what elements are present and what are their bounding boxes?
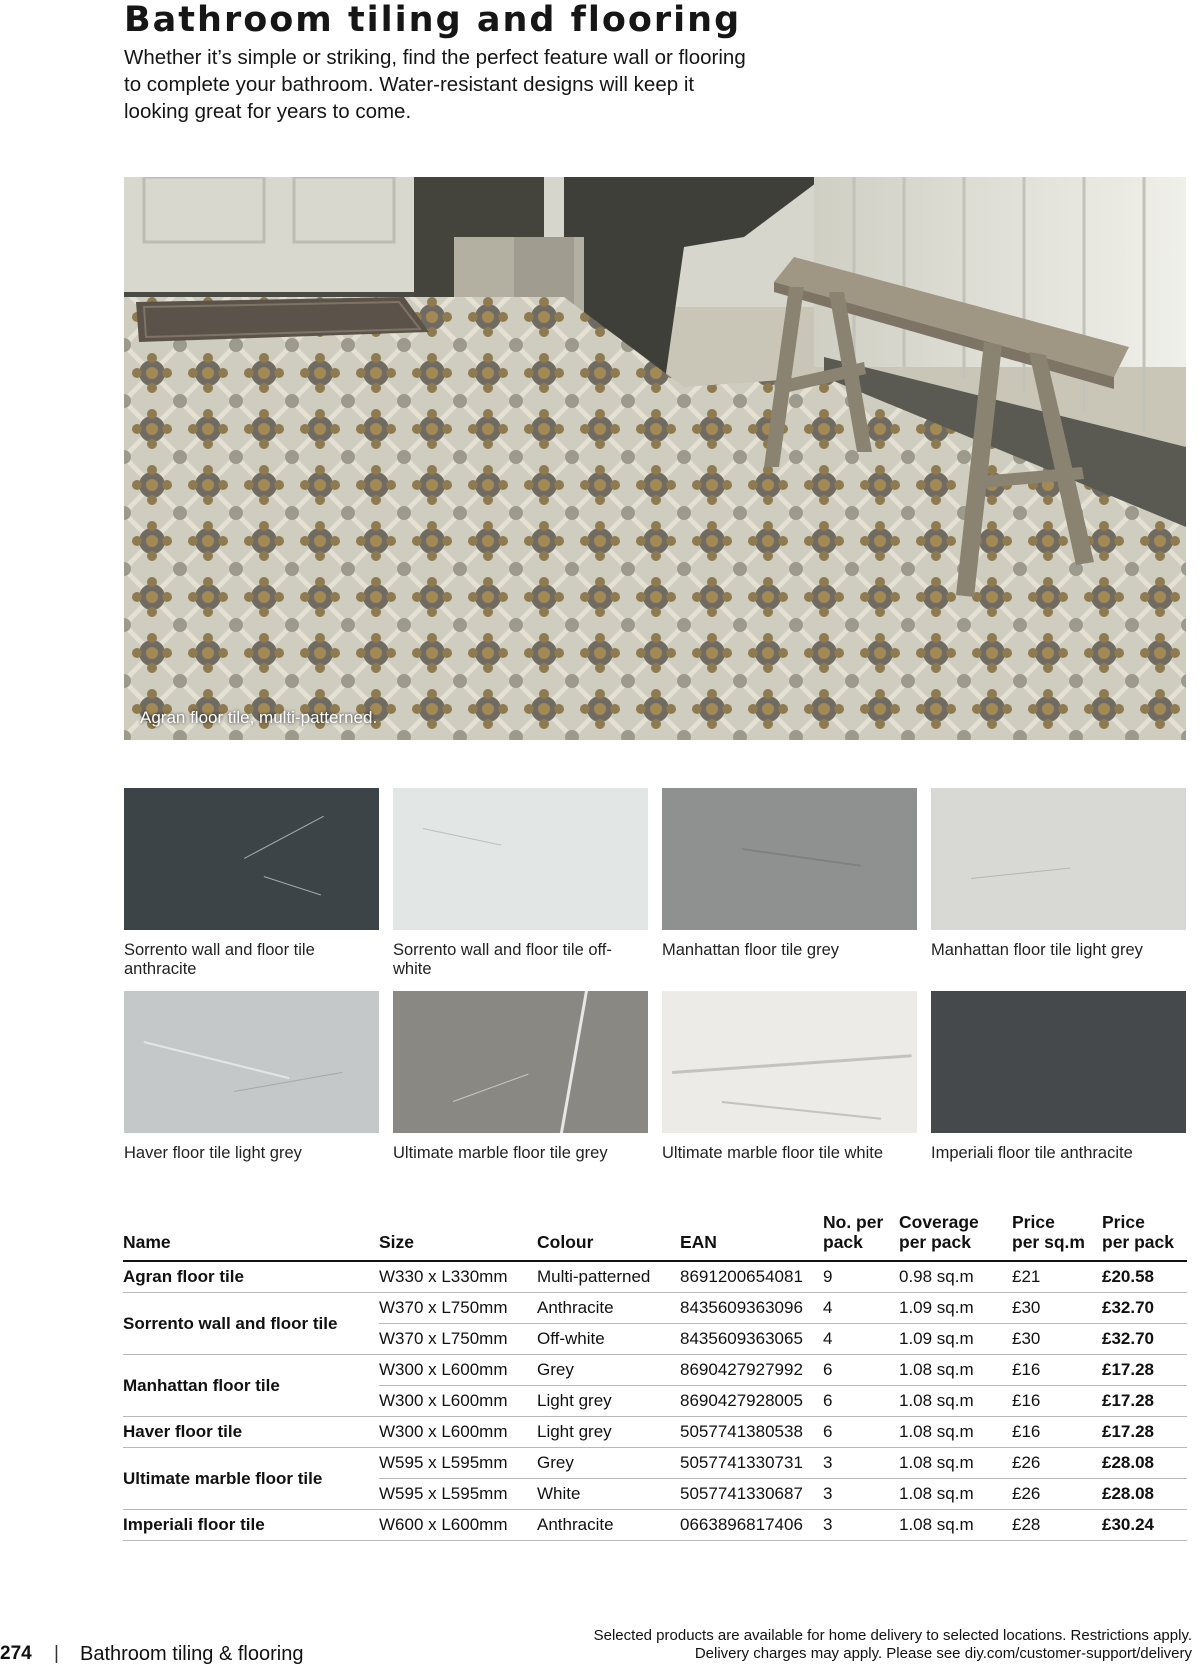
cell-size: W330 x L330mm <box>379 1261 537 1293</box>
swatch-label: Ultimate marble floor tile grey <box>393 1144 608 1162</box>
cell-ean: 8690427928005 <box>680 1386 823 1417</box>
cell-pack: 6 <box>823 1355 899 1386</box>
footer-separator: | <box>54 1643 59 1664</box>
cell-price-sqm: £21 <box>1012 1261 1102 1293</box>
col-header-name: Name <box>123 1212 379 1261</box>
cell-pack: 6 <box>823 1417 899 1448</box>
swatch-manhattan-light-grey[interactable] <box>931 788 1186 960</box>
cell-colour: Grey <box>537 1448 680 1479</box>
col-header-ean: EAN <box>680 1212 823 1261</box>
cell-colour: Light grey <box>537 1386 680 1417</box>
cell-ean: 8691200654081 <box>680 1261 823 1293</box>
product-spec-table <box>123 1212 1187 1541</box>
cell-name: Haver floor tile <box>123 1417 379 1448</box>
delivery-note <box>594 1627 1192 1663</box>
delivery-note-line-2: Delivery charges may apply. Please see diy.com/customer-support/delivery <box>694 1645 1192 1662</box>
swatch-manhattan-grey[interactable] <box>662 788 917 960</box>
swatch-ultimate-marble-grey[interactable] <box>393 991 648 1163</box>
col-header-pack: No. per pack <box>823 1212 899 1261</box>
cell-ean: 5057741330731 <box>680 1448 823 1479</box>
hero-photo <box>124 177 1186 740</box>
cell-colour: Light grey <box>537 1417 680 1448</box>
cell-price-pack: £20.58 <box>1102 1261 1187 1293</box>
cell-colour: Grey <box>537 1355 680 1386</box>
cell-size: W370 x L750mm <box>379 1324 537 1355</box>
table-row <box>123 1261 1187 1293</box>
cell-colour: Off-white <box>537 1324 680 1355</box>
cell-colour: White <box>537 1479 680 1510</box>
cell-coverage: 1.09 sq.m <box>899 1324 1012 1355</box>
cell-price-sqm: £26 <box>1012 1479 1102 1510</box>
swatch-label: Sorrento wall and floor tile anthracite <box>124 941 315 978</box>
col-header-price-sqm: Price per sq.m <box>1012 1212 1102 1261</box>
cell-pack: 3 <box>823 1479 899 1510</box>
cell-ean: 8690427927992 <box>680 1355 823 1386</box>
cell-price-sqm: £16 <box>1012 1355 1102 1386</box>
cell-coverage: 1.08 sq.m <box>899 1448 1012 1479</box>
table-row <box>123 1448 1187 1479</box>
cell-coverage: 1.08 sq.m <box>899 1510 1012 1541</box>
swatch-sorrento-anthracite[interactable] <box>124 788 379 979</box>
cell-colour: Anthracite <box>537 1293 680 1324</box>
cell-ean: 8435609363065 <box>680 1324 823 1355</box>
swatch-label: Imperiali floor tile anthracite <box>931 1144 1133 1162</box>
col-header-coverage: Coverage per pack <box>899 1212 1012 1261</box>
cell-price-pack: £32.70 <box>1102 1324 1187 1355</box>
cell-pack: 6 <box>823 1386 899 1417</box>
cell-size: W595 x L595mm <box>379 1448 537 1479</box>
table-header-row <box>123 1212 1187 1261</box>
swatch-label: Haver floor tile light grey <box>124 1144 302 1162</box>
hero-caption: Agran floor tile, multi-patterned. <box>140 708 378 727</box>
cell-price-pack: £17.28 <box>1102 1355 1187 1386</box>
cell-name: Imperiali floor tile <box>123 1510 379 1541</box>
cell-pack: 4 <box>823 1293 899 1324</box>
cell-price-sqm: £26 <box>1012 1448 1102 1479</box>
cell-pack: 3 <box>823 1510 899 1541</box>
cell-coverage: 1.08 sq.m <box>899 1355 1012 1386</box>
cell-coverage: 0.98 sq.m <box>899 1261 1012 1293</box>
col-header-price-pack: Price per pack <box>1102 1212 1187 1261</box>
delivery-note-line-1: Selected products are available for home delivery to selected locations. Restrictions apply. <box>593 1627 1192 1644</box>
cell-size: W370 x L750mm <box>379 1293 537 1324</box>
table-row <box>123 1510 1187 1541</box>
cell-name: Manhattan floor tile <box>123 1355 379 1417</box>
table-row <box>123 1293 1187 1324</box>
cell-size: W300 x L600mm <box>379 1355 537 1386</box>
cell-price-sqm: £16 <box>1012 1417 1102 1448</box>
swatch-ultimate-marble-white[interactable] <box>662 991 917 1163</box>
table-row <box>123 1355 1187 1386</box>
swatch-image <box>931 991 1186 1133</box>
swatch-image <box>124 991 379 1133</box>
cell-colour: Multi-patterned <box>537 1261 680 1293</box>
col-header-colour: Colour <box>537 1212 680 1261</box>
cell-ean: 0663896817406 <box>680 1510 823 1541</box>
cell-size: W595 x L595mm <box>379 1479 537 1510</box>
swatch-image <box>124 788 379 930</box>
swatch-image <box>393 991 648 1133</box>
cell-pack: 4 <box>823 1324 899 1355</box>
cell-coverage: 1.08 sq.m <box>899 1479 1012 1510</box>
cell-price-sqm: £16 <box>1012 1386 1102 1417</box>
swatch-sorrento-off-white[interactable] <box>393 788 648 979</box>
swatch-label: Manhattan floor tile light grey <box>931 941 1143 959</box>
cell-price-sqm: £28 <box>1012 1510 1102 1541</box>
cell-size: W600 x L600mm <box>379 1510 537 1541</box>
cell-price-pack: £32.70 <box>1102 1293 1187 1324</box>
hero-illustration <box>124 177 1186 740</box>
cell-coverage: 1.08 sq.m <box>899 1417 1012 1448</box>
cell-price-pack: £30.24 <box>1102 1510 1187 1541</box>
cell-price-sqm: £30 <box>1012 1293 1102 1324</box>
swatch-image <box>393 788 648 930</box>
cell-price-sqm: £30 <box>1012 1324 1102 1355</box>
cell-ean: 8435609363096 <box>680 1293 823 1324</box>
cell-size: W300 x L600mm <box>379 1417 537 1448</box>
cell-name: Sorrento wall and floor tile <box>123 1293 379 1355</box>
swatch-image <box>662 991 917 1133</box>
intro-text: Whether it’s simple or striking, find the perfect feature wall or flooring to complete your bathroom. Water-resistant designs will keep it looking great for years to come. <box>124 46 746 123</box>
cell-price-pack: £28.08 <box>1102 1479 1187 1510</box>
swatch-image <box>931 788 1186 930</box>
swatch-imperiali-anthracite[interactable] <box>931 991 1186 1163</box>
cell-colour: Anthracite <box>537 1510 680 1541</box>
footer-section-title: Bathroom tiling & flooring <box>80 1643 304 1665</box>
cell-name: Ultimate marble floor tile <box>123 1448 379 1510</box>
page-number: 274 <box>0 1643 32 1664</box>
cell-price-pack: £28.08 <box>1102 1448 1187 1479</box>
cell-pack: 3 <box>823 1448 899 1479</box>
cell-size: W300 x L600mm <box>379 1386 537 1417</box>
cell-pack: 9 <box>823 1261 899 1293</box>
table-row <box>123 1417 1187 1448</box>
swatch-image <box>662 788 917 930</box>
cell-coverage: 1.08 sq.m <box>899 1386 1012 1417</box>
swatch-label: Sorrento wall and floor tile off-white <box>393 941 612 978</box>
cell-price-pack: £17.28 <box>1102 1386 1187 1417</box>
cell-ean: 5057741330687 <box>680 1479 823 1510</box>
cell-coverage: 1.09 sq.m <box>899 1293 1012 1324</box>
cell-name: Agran floor tile <box>123 1261 379 1293</box>
swatch-haver-light-grey[interactable] <box>124 991 379 1163</box>
cell-ean: 5057741380538 <box>680 1417 823 1448</box>
page-title: Bathroom tiling and flooring <box>124 0 742 40</box>
col-header-size: Size <box>379 1212 537 1261</box>
swatch-label: Ultimate marble floor tile white <box>662 1144 883 1162</box>
cell-price-pack: £17.28 <box>1102 1417 1187 1448</box>
swatch-label: Manhattan floor tile grey <box>662 941 840 959</box>
